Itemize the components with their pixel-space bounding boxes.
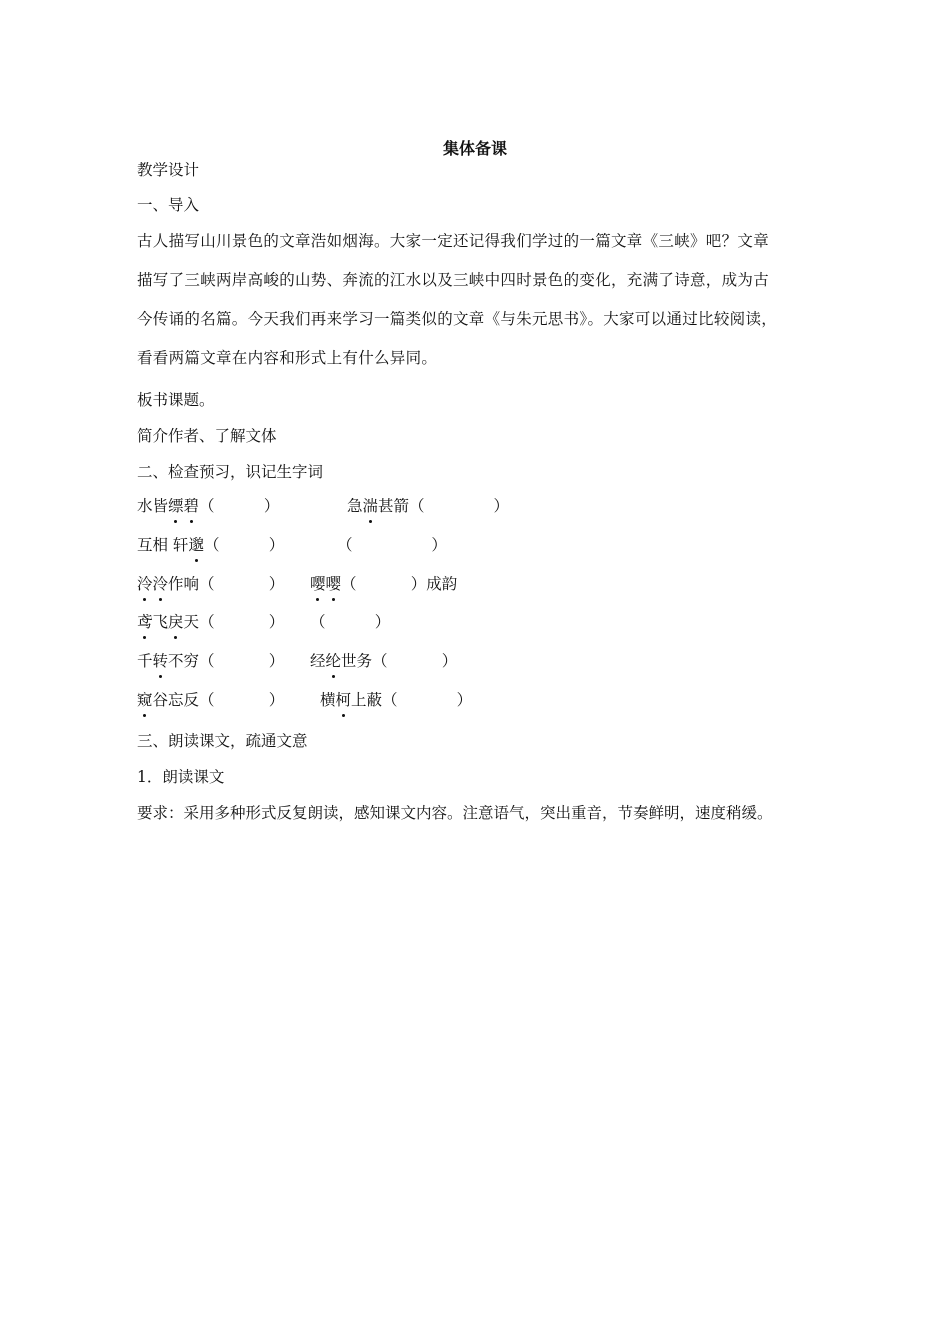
vocab-text: 谷忘反 xyxy=(152,691,200,709)
vocab-item xyxy=(137,651,284,671)
author-intro-note: 简介作者、了解文体 xyxy=(137,427,277,445)
answer-blank: （ ） xyxy=(199,575,285,593)
vocab-item xyxy=(320,690,472,710)
vocab-text: 水皆 xyxy=(137,497,169,515)
vocab-text: 千 xyxy=(137,652,153,670)
answer-blank: （ ） xyxy=(310,613,391,631)
vocab-item xyxy=(137,612,284,632)
reading-subheading: 1．朗读课文 xyxy=(137,768,225,786)
reading-requirement: 要求：采用多种形式反复朗读，感知课文内容。注意语气，突出重音，节奏鲜明，速度稍缓。 xyxy=(137,804,773,822)
page-title: 集体备课 xyxy=(442,139,507,158)
vocab-item xyxy=(347,496,509,516)
vocab-text: 经 xyxy=(310,652,326,670)
emphasized-character: 鸢 xyxy=(137,613,153,631)
intro-paragraph xyxy=(137,231,837,387)
vocab-text: 世务 xyxy=(341,652,373,670)
emphasized-character: 缥 xyxy=(168,497,184,515)
emphasized-character: 嘤 xyxy=(310,575,326,593)
vocab-text: 互相 轩 xyxy=(137,536,189,554)
board-title-note: 板书课题。 xyxy=(137,391,215,409)
emphasized-character: 嘤 xyxy=(325,575,342,593)
emphasized-character: 转 xyxy=(152,652,169,670)
emphasized-character: 窥 xyxy=(137,691,153,709)
answer-blank: （ ） xyxy=(409,497,510,515)
reading-heading: 三、朗读课文，疏通文意 xyxy=(137,732,308,750)
vocab-text: 上蔽 xyxy=(351,691,383,709)
emphasized-character: 碧 xyxy=(183,497,200,515)
vocab-item xyxy=(310,612,390,632)
answer-blank: （ ） xyxy=(203,536,285,554)
vocab-text: 甚箭 xyxy=(378,497,410,515)
intro-line: 看看两篇文章在内容和形式上有什么异同。 xyxy=(137,349,438,367)
answer-blank: （ ） xyxy=(372,652,458,670)
intro-line: 描写了三峡两岸高峻的山势、奔流的江水以及三峡中四时景色的变化，充满了诗意，成为古 xyxy=(137,271,770,289)
emphasized-character: 泠 xyxy=(152,575,169,593)
answer-blank: （ ） xyxy=(199,691,285,709)
vocab-item xyxy=(137,690,284,710)
vocab-item xyxy=(337,535,447,555)
vocab-text: 急 xyxy=(347,497,363,515)
emphasized-character: 邈 xyxy=(188,536,204,554)
answer-blank: （ ） xyxy=(199,613,285,631)
emphasized-character: 纶 xyxy=(325,652,342,670)
emphasized-character: 湍 xyxy=(362,497,379,515)
emphasized-character: 戾 xyxy=(168,613,184,631)
intro-heading: 一、导入 xyxy=(137,196,200,214)
intro-line: 古人描写山川景色的文章浩如烟海。大家一定还记得我们学过的一篇文章《三峡》吧？文章 xyxy=(137,232,770,250)
vocab-text: 作响 xyxy=(168,575,200,593)
intro-line: 今传诵的名篇。今天我们再来学习一篇类似的文章《与朱元思书》。大家可以通过比较阅读， xyxy=(137,310,778,328)
vocab-text: 不穷 xyxy=(168,652,200,670)
vocab-item xyxy=(137,535,284,555)
vocab-text: 天 xyxy=(183,613,200,631)
answer-blank: （ ）成韵 xyxy=(341,575,458,593)
answer-blank: （ ） xyxy=(337,536,447,554)
answer-blank: （ ） xyxy=(199,652,285,670)
answer-blank: （ ） xyxy=(199,497,280,515)
vocab-item xyxy=(310,651,457,671)
vocab-item xyxy=(137,574,284,594)
emphasized-character: 泠 xyxy=(137,575,153,593)
vocab-item xyxy=(310,574,457,594)
emphasized-character: 柯 xyxy=(335,691,352,709)
vocab-text: 飞 xyxy=(152,613,169,631)
section-label: 教学设计 xyxy=(137,161,200,179)
preview-heading: 二、检查预习，识记生字词 xyxy=(137,463,324,481)
vocab-item xyxy=(137,496,279,516)
answer-blank: （ ） xyxy=(382,691,473,709)
vocab-text: 横 xyxy=(320,691,336,709)
